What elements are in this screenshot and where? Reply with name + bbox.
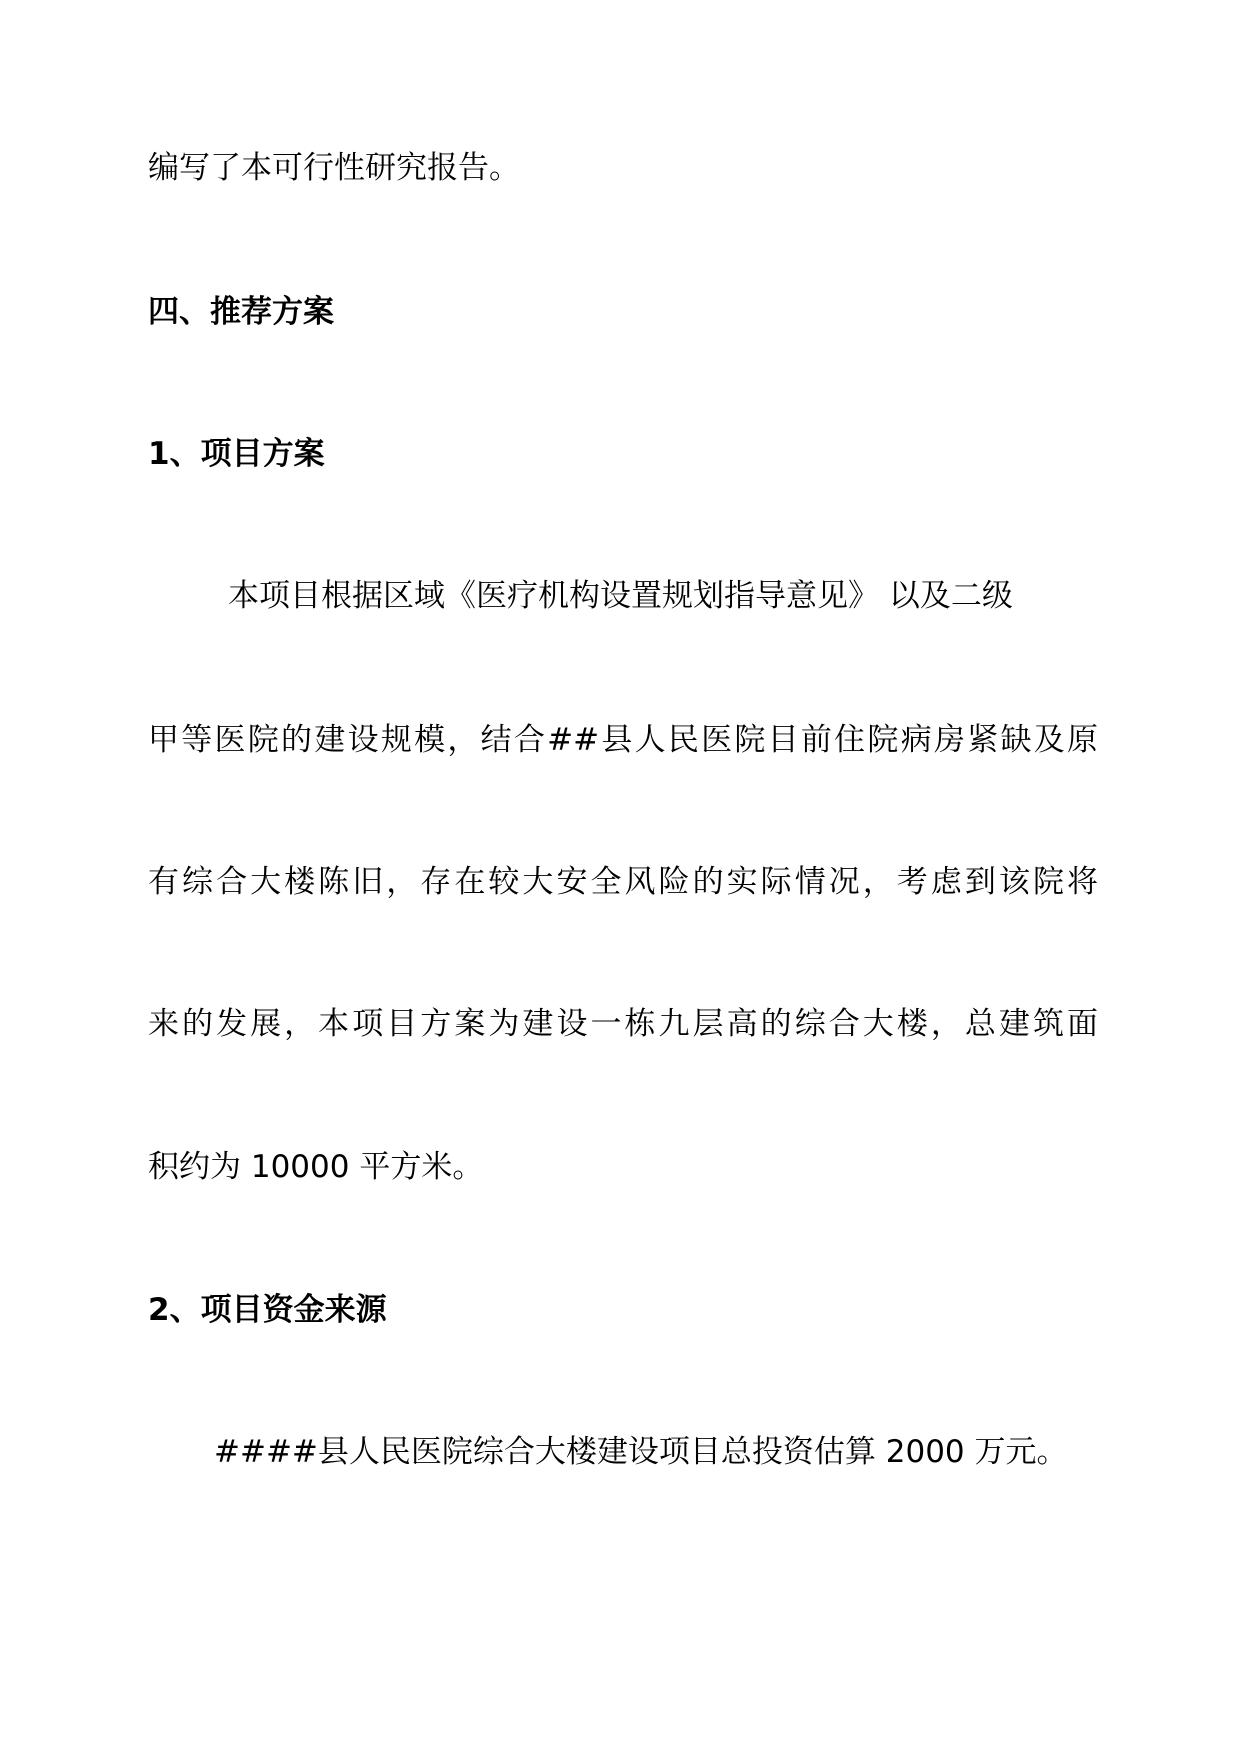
paragraph-line-5: 来的发展，本项目方案为建设一栋九层高的综合大楼，总建筑面 [148, 1006, 1098, 1042]
paragraph-line-4: 有综合大楼陈旧，存在较大安全风险的实际情况，考虑到该院将 [148, 864, 1098, 900]
subsection-heading-project-plan: 1、项目方案 [148, 436, 325, 472]
section-heading-recommended-plan: 四、推荐方案 [148, 294, 334, 330]
subsection-heading-funding-source: 2、项目资金来源 [148, 1292, 387, 1328]
paragraph-line-3: 甲等医院的建设规模，结合##县人民医院目前住院病房紧缺及原 [148, 722, 1098, 758]
paragraph-line-7: ####县人民医院综合大楼建设项目总投资估算 2000 万元。 [214, 1434, 1068, 1470]
paragraph-line-1: 编写了本可行性研究报告。 [148, 150, 520, 186]
paragraph-line-2 [228, 576, 1098, 616]
paragraph-line-6: 积约为 10000 平方米。 [148, 1149, 484, 1185]
paragraph-text: 本项目根据区域《医疗机构设置规划指导意见》 以及二级 [228, 578, 1013, 614]
